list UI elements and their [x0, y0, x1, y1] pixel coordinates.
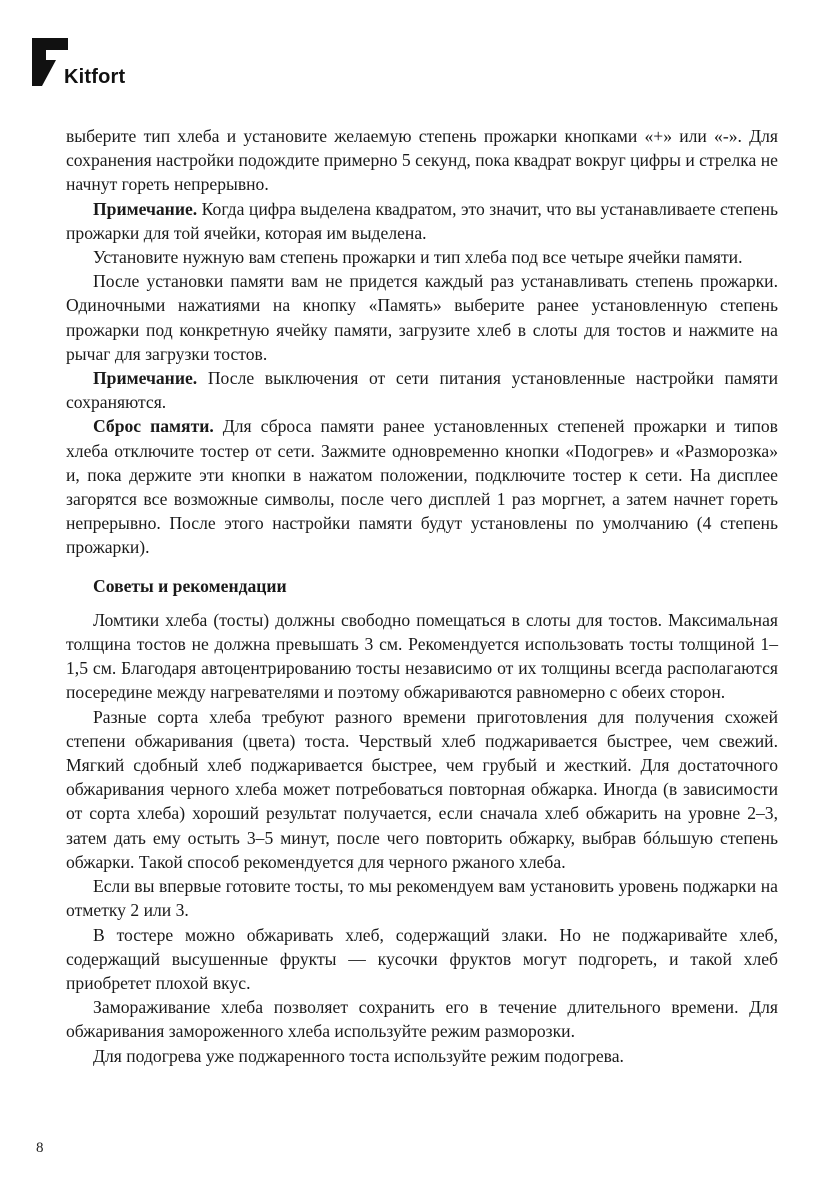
paragraph: выберите тип хлеба и установите желаемую степень прожарки кнопками «+» или «-». Для сохранения настройки подождите примерно 5 секунд, пока квадрат вокруг цифры и стрелка не начнут гореть непрерывно.: [66, 126, 778, 195]
brand-logo-icon: [32, 38, 68, 86]
note-label: Примечание.: [93, 198, 198, 219]
paragraph: Ломтики хлеба (тосты) должны свободно помещаться в слоты для тостов. Максимальная толщина тостов не должна превышать 3 см. Рекомендуется использовать тосты толщиной 1–1,5 см. Благодаря автоцентрированию тосты независимо от их толщины всегда располагаются посередине между нагревателями и поэтому обжариваются равномерно с обеих сторон.: [66, 609, 778, 703]
paragraph: Замораживание хлеба позволяет сохранить его в течение длительного времени. Для обжаривания замороженного хлеба используйте режим разморозки.: [66, 997, 778, 1042]
paragraph: Разные сорта хлеба требуют разного времени приготовления для получения схожей степени обжаривания (цвета) тоста. Черствый хлеб поджаривается быстрее, чем свежий. Мягкий сдобный хлеб поджаривается быстрее, чем грубый и жесткий. Для достаточного обжаривания черного хлеба может потребоваться повторная обжарка. Иногда (в зависимости от сорта хлеба) хороший результат получается, если сначала хлеб обжарить на уровне 2–3, затем дать ему остыть 3–5 минут, после чего повторить обжарку, выбрав бóльшую степень обжарки. Такой способ рекомендуется для черного ржаного хлеба.: [66, 706, 778, 872]
paragraph: В тостере можно обжаривать хлеб, содержащий злаки. Но не поджаривайте хлеб, содержащий высушенные фрукты — кусочки фруктов могут подгореть, и такой хлеб приобретет плохой вкус.: [66, 924, 778, 993]
paragraph: Установите нужную вам степень прожарки и тип хлеба под все четыре ячейки памяти.: [93, 247, 743, 268]
note-paragraph: Примечание. После выключения от сети питания установленные настройки памяти сохраняются.: [66, 368, 778, 413]
page-number: 8: [36, 1140, 44, 1156]
memory-reset-paragraph: Сброс памяти. Для сброса памяти ранее установленных степеней прожарки и типов хлеба отключите тостер от сети. Зажмите одновременно кнопки «Подогрев» и «Разморозка» и, пока держите эти кнопки в нажатом положении, подключите тостер к сети. На дисплее загорятся все возможные символы, после чего дисплей 1 раз моргнет, а затем начнет гореть непрерывно. После этого настройки памяти будут установлены по умолчанию (4 степень прожарки).: [66, 416, 778, 558]
paragraph: Для подогрева уже поджаренного тоста используйте режим подогрева.: [93, 1045, 624, 1066]
note-paragraph: Примечание. Когда цифра выделена квадратом, это значит, что вы устанавливаете степень прожарки для той ячейки, которая им выделена.: [66, 198, 778, 243]
document-body: [66, 124, 778, 1068]
section-heading: Советы и рекомендации: [93, 575, 287, 596]
note-label: Примечание.: [93, 368, 198, 389]
paragraph: Если вы впервые готовите тосты, то мы рекомендуем вам установить уровень поджарки на отметку 2 или 3.: [66, 876, 778, 921]
brand-name: Kitfort: [64, 66, 126, 88]
paragraph: После установки памяти вам не придется каждый раз устанавливать степень прожарки. Одиночными нажатиями на кнопку «Память» выберите ранее установленную степень прожарки под конкретную ячейку памяти, загрузите хлеб в слоты для тостов и нажмите на рычаг для загрузки тостов.: [66, 271, 778, 364]
memory-reset-label: Сброс памяти.: [93, 416, 214, 437]
